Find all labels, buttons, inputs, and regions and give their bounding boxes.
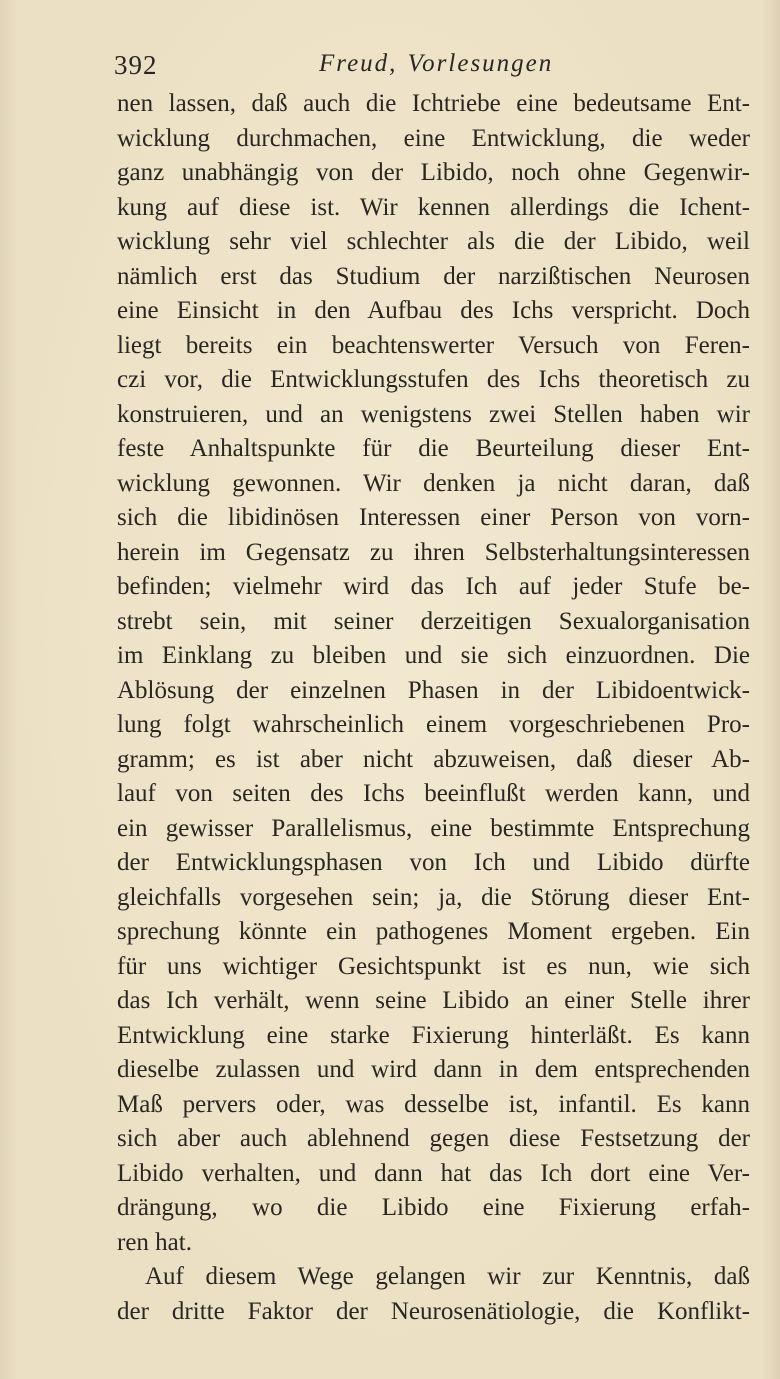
text-line: ganz unabhängig von der Libido, noch ohne Gegenwir- xyxy=(117,159,750,186)
text-line: Auf diesem Wege gelangen wir zur Kenntnis, daß xyxy=(145,1263,750,1290)
text-line: dieselbe zulassen und wird dann in dem entsprechenden xyxy=(117,1056,750,1083)
text-line: sich die libidinösen Interessen einer Person von vorn- xyxy=(117,504,750,531)
text-line: das Ich verhält, wenn seine Libido an einer Stelle ihrer xyxy=(117,987,750,1014)
text-line: herein im Gegensatz zu ihren Selbsterhaltungsinteressen xyxy=(117,538,750,566)
page-header xyxy=(114,50,674,90)
text-line: nen lassen, daß auch die Ichtriebe eine bedeutsame Ent- xyxy=(117,90,750,117)
body-text xyxy=(117,87,750,1329)
text-line: Maß pervers oder, was desselbe ist, infantil. Es kann xyxy=(117,1090,750,1118)
text-line: wicklung gewonnen. Wir denken ja nicht daran, daß xyxy=(117,469,750,497)
text-line: gramm; es ist aber nicht abzuweisen, daß dieser Ab- xyxy=(117,745,750,773)
text-line: konstruieren, und an wenigstens zwei Stellen haben wir xyxy=(117,400,750,428)
text-line: feste Anhaltspunkte für die Beurteilung dieser Ent- xyxy=(117,435,750,462)
text-line: wicklung sehr viel schlechter als die der Libido, weil xyxy=(117,228,750,255)
text-line: sich aber auch ablehnend gegen diese Festsetzung der xyxy=(117,1125,750,1152)
text-line: eine Einsicht in den Aufbau des Ichs verspricht. Doch xyxy=(117,297,750,324)
page-number: 392 xyxy=(114,50,158,80)
text-line: kung auf diese ist. Wir kennen allerdings die Ichent- xyxy=(117,193,750,221)
text-line: strebt sein, mit seiner derzeitigen Sexualorganisation xyxy=(117,607,750,635)
text-line: liegt bereits ein beachtenswerter Versuch von Feren- xyxy=(117,331,750,359)
text-line: nämlich erst das Studium der narzißtischen Neurosen xyxy=(117,262,750,290)
text-line: im Einklang zu bleiben und sie sich einzuordnen. Die xyxy=(117,642,750,669)
text-line: lauf von seiten des Ichs beeinflußt werden kann, und xyxy=(117,780,750,807)
text-line: Libido verhalten, und dann hat das Ich dort eine Ver- xyxy=(117,1159,750,1187)
text-line: drängung, wo die Libido eine Fixierung erfah- xyxy=(117,1194,750,1221)
text-line: Ablösung der einzelnen Phasen in der Libidoentwick- xyxy=(117,676,750,704)
text-line: ein gewisser Parallelismus, eine bestimmte Entsprechung xyxy=(117,814,750,842)
text-line: czi vor, die Entwicklungsstufen des Ichs theoretisch zu xyxy=(117,366,750,393)
text-line: der dritte Faktor der Neurosenätiologie, die Konflikt- xyxy=(117,1297,750,1325)
text-line: wicklung durchmachen, eine Entwicklung, die weder xyxy=(117,124,750,152)
text-line: Entwicklung eine starke Fixierung hinterläßt. Es kann xyxy=(117,1021,750,1049)
text-line: der Entwicklungsphasen von Ich und Libido dürfte xyxy=(117,849,750,876)
text-line: befinden; vielmehr wird das Ich auf jeder Stufe be- xyxy=(117,573,750,600)
text-line: sprechung könnte ein pathogenes Moment ergeben. Ein xyxy=(117,918,750,945)
text-line: für uns wichtiger Gesichtspunkt ist es nun, wie sich xyxy=(117,952,750,980)
text-line: gleichfalls vorgesehen sein; ja, die Störung dieser Ent- xyxy=(117,883,750,911)
running-title: Freud, Vorlesungen xyxy=(319,50,554,77)
text-line: ren hat. xyxy=(117,1228,192,1256)
text-line: lung folgt wahrscheinlich einem vorgeschriebenen Pro- xyxy=(117,711,750,738)
